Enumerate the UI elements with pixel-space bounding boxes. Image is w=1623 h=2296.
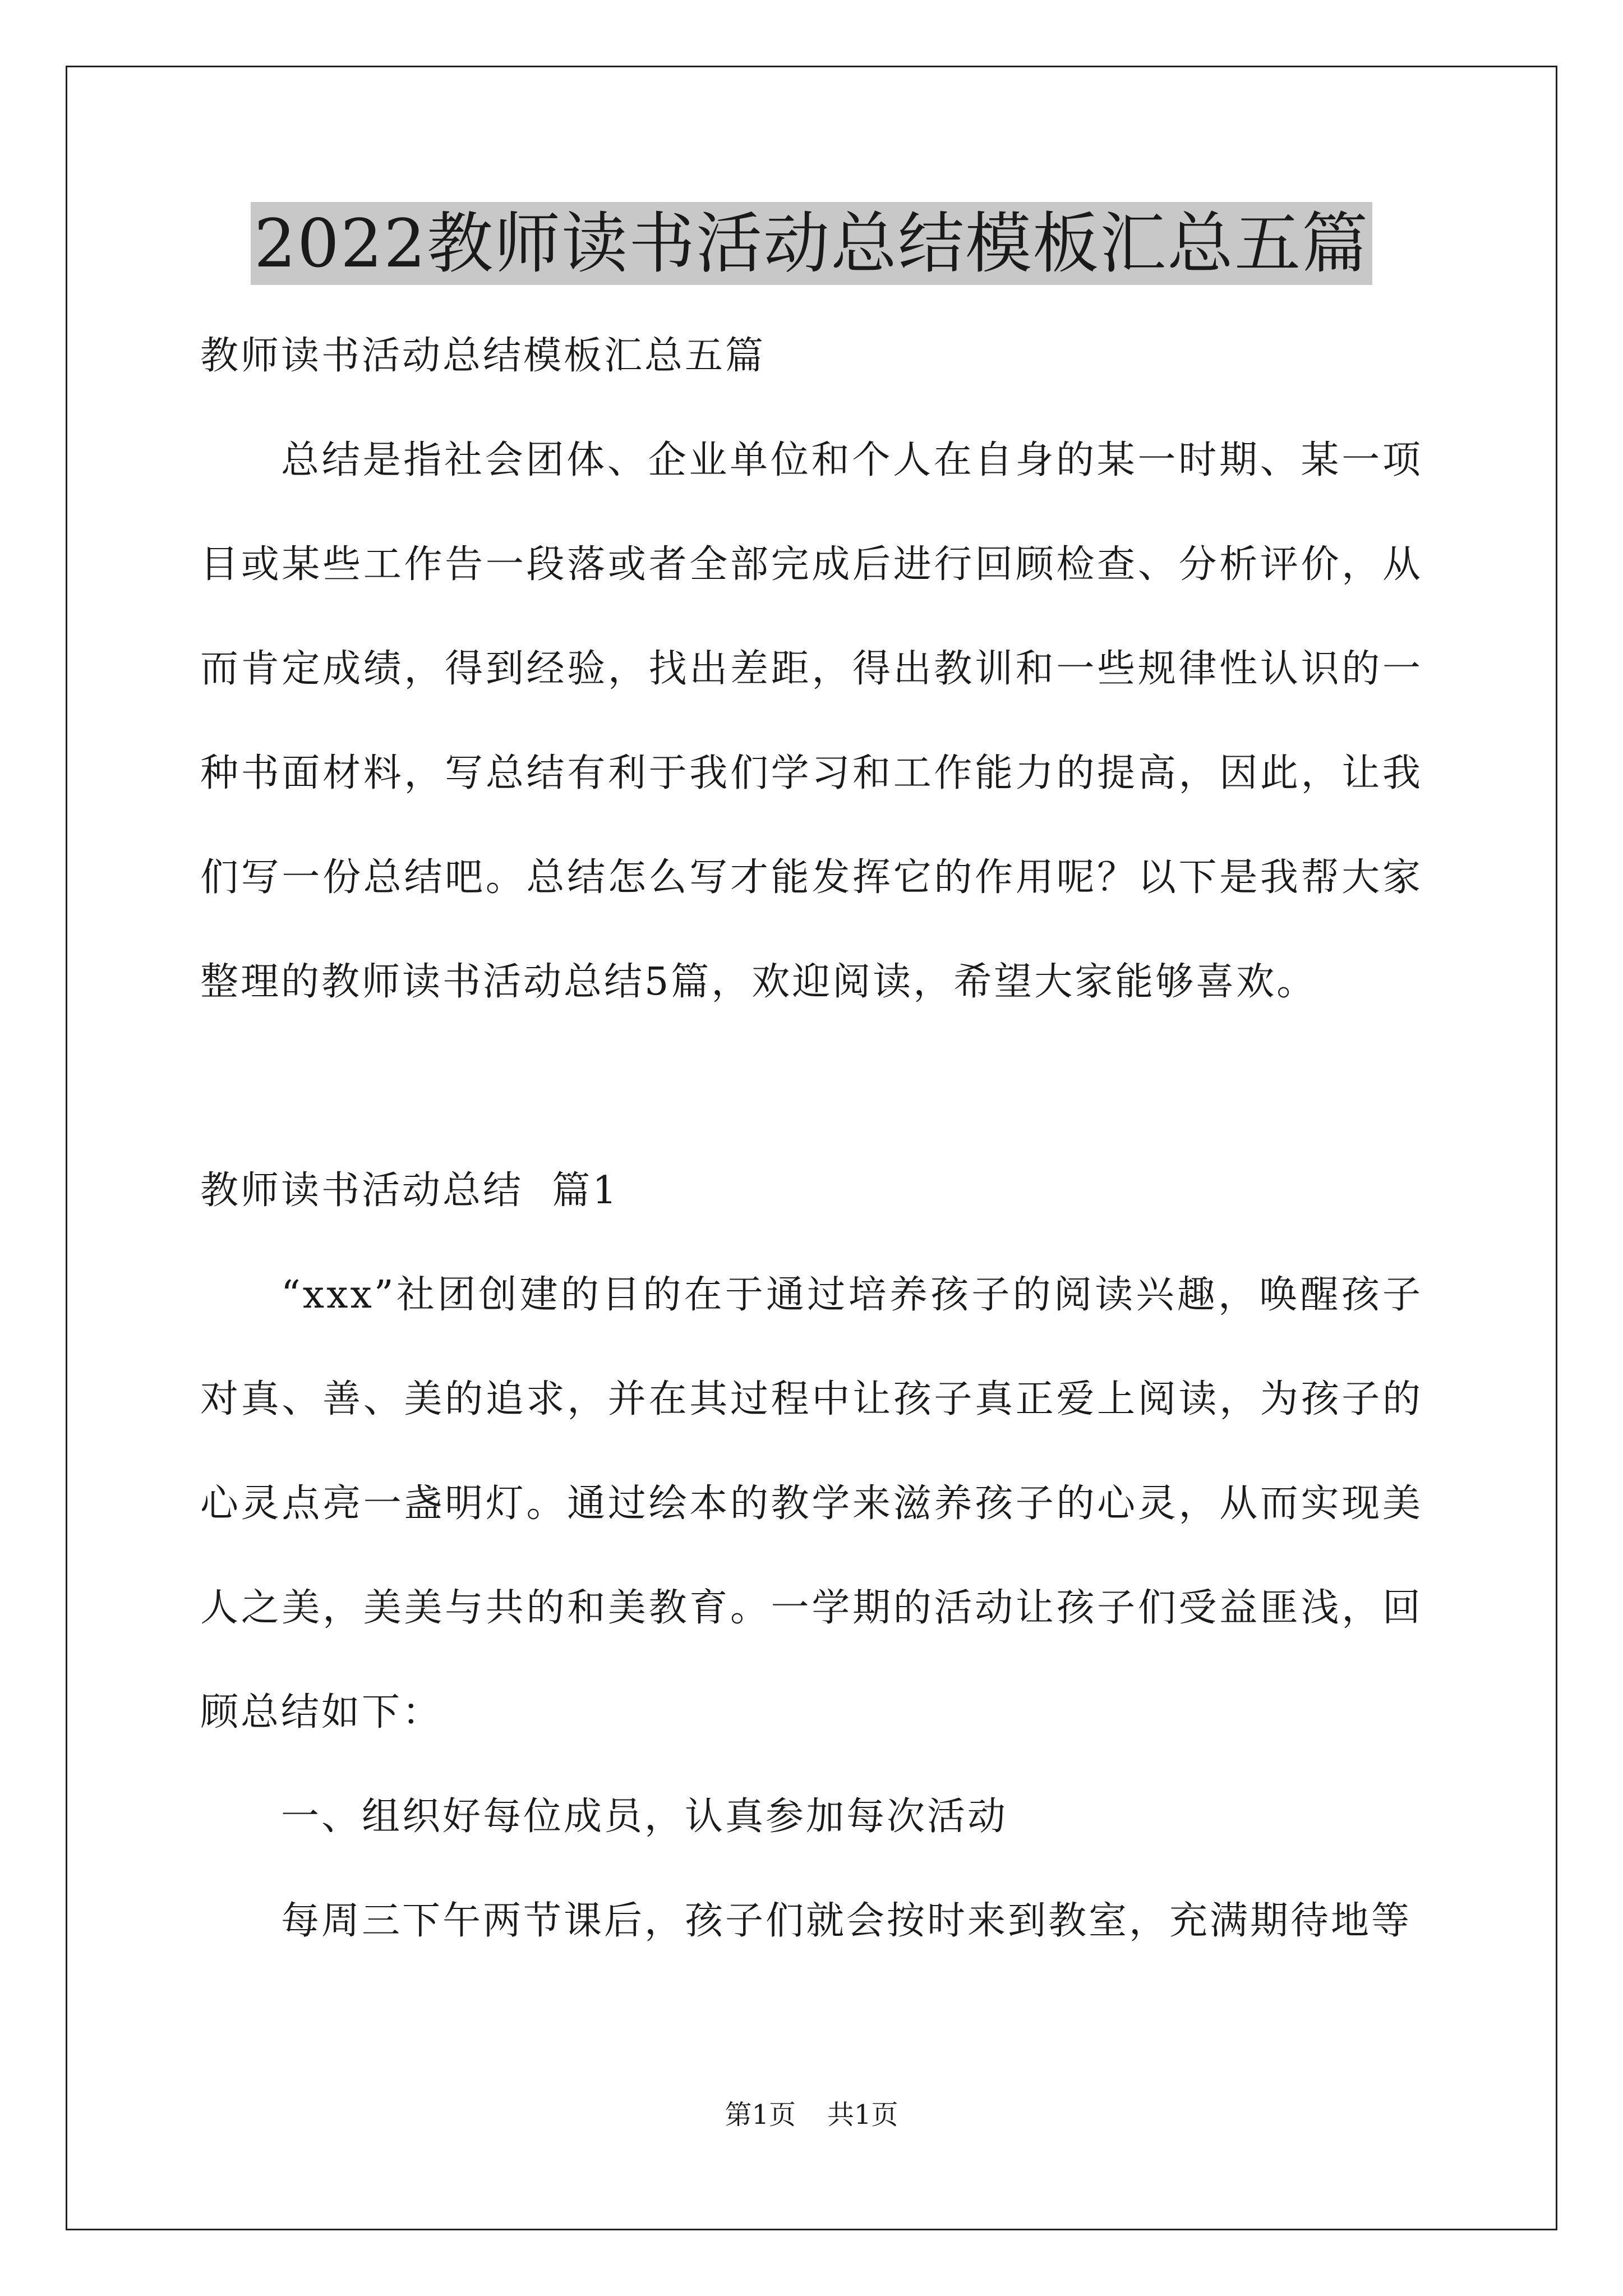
intro-paragraph: 总结是指社会团体、企业单位和个人在自身的某一时期、某一项目或某些工作告一段落或者全部完成后进行回顾检查、分析评价，从而肯定成绩，得到经验，找出差距，得出教训和一些规律性认识的一种书面材料，写总结有利于我们学习和工作能力的提高，因此，让我们写一份总结吧。总结怎么写才能发挥它的作用呢？以下是我帮大家整理的教师读书活动总结5篇，欢迎阅读，希望大家能够喜欢。 — [200, 438, 1423, 1004]
subtitle: 教师读书活动总结模板汇总五篇 — [200, 334, 766, 378]
paragraph-spacer — [200, 1034, 1423, 1139]
page-number: 第1页 — [725, 2099, 796, 2131]
section-heading: 教师读书活动总结 篇1 — [200, 1168, 619, 1213]
page-footer — [0, 2098, 1623, 2132]
subheading: 一、组织好每位成员，认真参加每次活动 — [281, 1795, 1008, 1839]
title-container — [0, 202, 1623, 285]
document-body — [200, 304, 1423, 1973]
document-title: 2022教师读书活动总结模板汇总五篇 — [251, 202, 1372, 285]
page-total: 共1页 — [827, 2099, 898, 2131]
body-paragraph: 每周三下午两节课后，孩子们就会按时来到教室，充满期待地等 — [281, 1899, 1412, 1943]
section-paragraph: “xxx”社团创建的目的在于通过培养孩子的阅读兴趣，唤醒孩子对真、善、美的追求，并在其过程中让孩子真正爱上阅读，为孩子的心灵点亮一盏明灯。通过绘本的教学来滋养孩子的心灵，从而实现美人之美，美美与共的和美教育。一学期的活动让孩子们受益匪浅，回顾总结如下： — [200, 1273, 1423, 1734]
